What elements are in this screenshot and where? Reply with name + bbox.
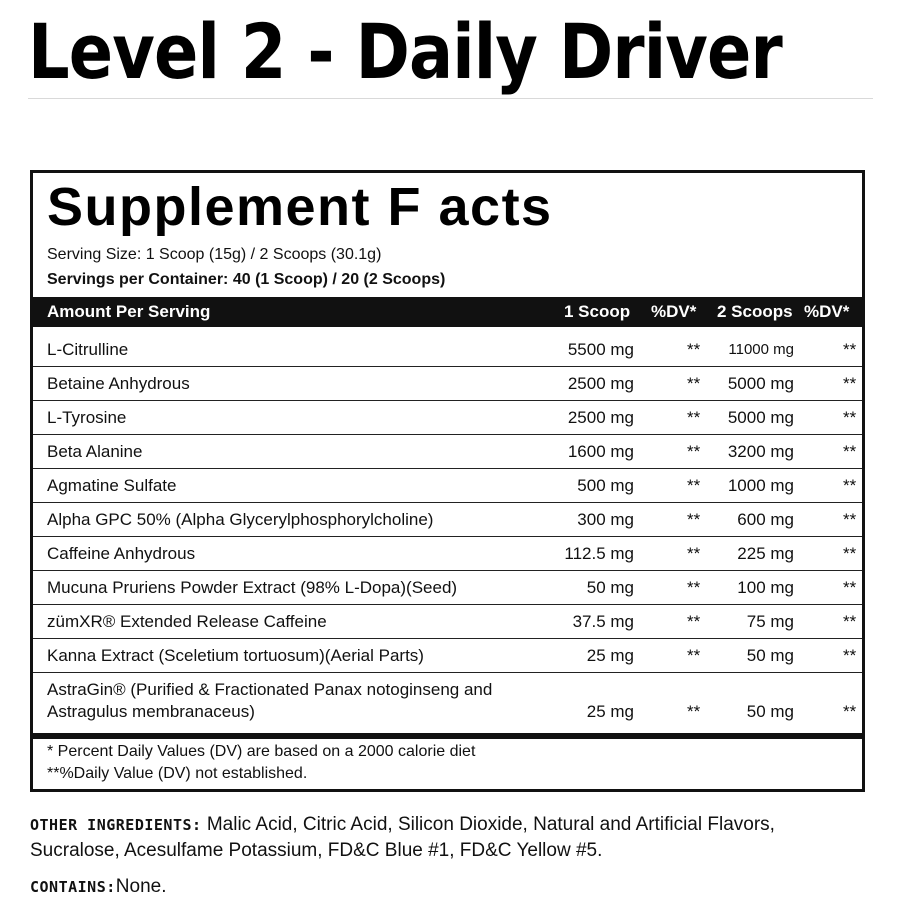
ingredient-name: Kanna Extract (Sceletium tortuosum)(Aerial Parts) — [47, 646, 424, 665]
amount-two-scoops: 75 mg — [746, 612, 794, 631]
other-ingredients — [30, 812, 860, 863]
ingredient-name: Beta Alanine — [47, 442, 143, 461]
amount-two-scoops: 50 mg — [746, 646, 794, 665]
title-divider — [28, 98, 873, 99]
amount-one-scoop: 50 mg — [586, 578, 634, 597]
dv-one-scoop: ** — [687, 612, 701, 631]
amount-one-scoop: 1600 mg — [567, 442, 634, 461]
dv-two-scoops: ** — [843, 578, 857, 597]
footnote-percent-dv: * Percent Daily Values (DV) are based on a 2000 calorie diet — [47, 743, 476, 760]
dv-two-scoops: ** — [843, 476, 857, 495]
dv-two-scoops: ** — [843, 646, 857, 665]
dv-one-scoop: ** — [687, 374, 701, 393]
table-row — [33, 401, 862, 435]
table-row — [33, 503, 862, 537]
page-title: Level 2 - Daily Driver — [28, 7, 782, 96]
header-dv-two: %DV* — [804, 302, 850, 321]
dv-one-scoop: ** — [687, 646, 701, 665]
table-row — [33, 333, 862, 367]
amount-two-scoops: 5000 mg — [727, 374, 794, 393]
table-row — [33, 435, 862, 469]
table-row — [33, 673, 862, 729]
amount-one-scoop: 5500 mg — [567, 340, 634, 359]
dv-two-scoops: ** — [843, 544, 857, 563]
ingredient-rows — [33, 333, 862, 729]
ingredient-name: Alpha GPC 50% (Alpha Glycerylphosphorylcholine) — [47, 510, 434, 529]
dv-one-scoop: ** — [687, 408, 701, 427]
dv-one-scoop: ** — [687, 544, 701, 563]
table-row — [33, 469, 862, 503]
amount-two-scoops: 600 mg — [737, 510, 794, 529]
amount-two-scoops: 50 mg — [746, 702, 794, 721]
amount-one-scoop: 25 mg — [586, 646, 634, 665]
amount-one-scoop: 2500 mg — [567, 408, 634, 427]
dv-one-scoop: ** — [687, 476, 701, 495]
header-two-scoops: 2 Scoops — [717, 302, 793, 321]
header-one-scoop: 1 Scoop — [564, 302, 631, 321]
dv-one-scoop: ** — [687, 340, 701, 359]
servings-per-container: Servings per Container: 40 (1 Scoop) / 20 (2 Scoops) — [47, 271, 446, 288]
contains-label: CONTAINS: — [30, 878, 116, 896]
amount-one-scoop: 500 mg — [577, 476, 634, 495]
ingredient-name: L-Tyrosine — [47, 408, 127, 427]
ingredient-name: AstraGin® (Purified & Fractionated Panax notoginseng and Astragulus membranaceus) — [47, 680, 493, 721]
footnote-dv-not-established: **%Daily Value (DV) not established. — [47, 765, 308, 782]
table-row — [33, 571, 862, 605]
dv-one-scoop: ** — [687, 442, 701, 461]
ingredient-name: Mucuna Pruriens Powder Extract (98% L-Dopa)(Seed) — [47, 578, 458, 597]
header-dv-one: %DV* — [651, 302, 697, 321]
amount-one-scoop: 25 mg — [586, 702, 634, 721]
facts-heading: Supplement F acts — [47, 177, 553, 237]
dv-two-scoops: ** — [843, 374, 857, 393]
table-row — [33, 367, 862, 401]
amount-one-scoop: 37.5 mg — [572, 612, 634, 631]
other-ingredients-text: Malic Acid, Citric Acid, Silicon Dioxide, Natural and Artificial Flavors, Sucralose, Acesulfame Potassium, FD&C Blue #1, FD&C Yellow #5. — [30, 814, 775, 861]
contains-text: None. — [115, 876, 167, 897]
amount-two-scoops: 100 mg — [737, 578, 794, 597]
dv-one-scoop: ** — [687, 702, 701, 721]
table-header — [33, 297, 862, 327]
serving-size: Serving Size: 1 Scoop (15g) / 2 Scoops (30.1g) — [47, 246, 382, 263]
footnote-divider — [33, 733, 862, 739]
amount-two-scoops: 3200 mg — [727, 442, 794, 461]
dv-two-scoops: ** — [843, 612, 857, 631]
other-ingredients-label: OTHER INGREDIENTS: — [30, 816, 202, 834]
dv-two-scoops: ** — [843, 408, 857, 427]
dv-two-scoops: ** — [843, 442, 857, 461]
supplement-facts-panel — [30, 170, 865, 792]
amount-two-scoops: 225 mg — [737, 544, 794, 563]
amount-one-scoop: 2500 mg — [567, 374, 634, 393]
amount-one-scoop: 300 mg — [577, 510, 634, 529]
dv-one-scoop: ** — [687, 510, 701, 529]
table-row — [33, 537, 862, 571]
ingredient-name: Caffeine Anhydrous — [47, 544, 196, 563]
ingredient-name: Betaine Anhydrous — [47, 374, 190, 393]
dv-one-scoop: ** — [687, 578, 701, 597]
ingredient-name: zümXR® Extended Release Caffeine — [47, 612, 327, 631]
table-row — [33, 605, 862, 639]
header-amount-per-serving: Amount Per Serving — [47, 302, 211, 321]
ingredient-name: L-Citrulline — [47, 340, 129, 359]
amount-two-scoops: 5000 mg — [727, 408, 794, 427]
table-row — [33, 639, 862, 673]
dv-two-scoops: ** — [843, 510, 857, 529]
contains — [30, 874, 166, 900]
amount-two-scoops: 11000 mg — [728, 341, 794, 358]
amount-one-scoop: 112.5 mg — [564, 544, 634, 563]
dv-two-scoops: ** — [843, 702, 857, 721]
amount-two-scoops: 1000 mg — [727, 476, 794, 495]
ingredient-name: Agmatine Sulfate — [47, 476, 177, 495]
dv-two-scoops: ** — [843, 340, 857, 359]
